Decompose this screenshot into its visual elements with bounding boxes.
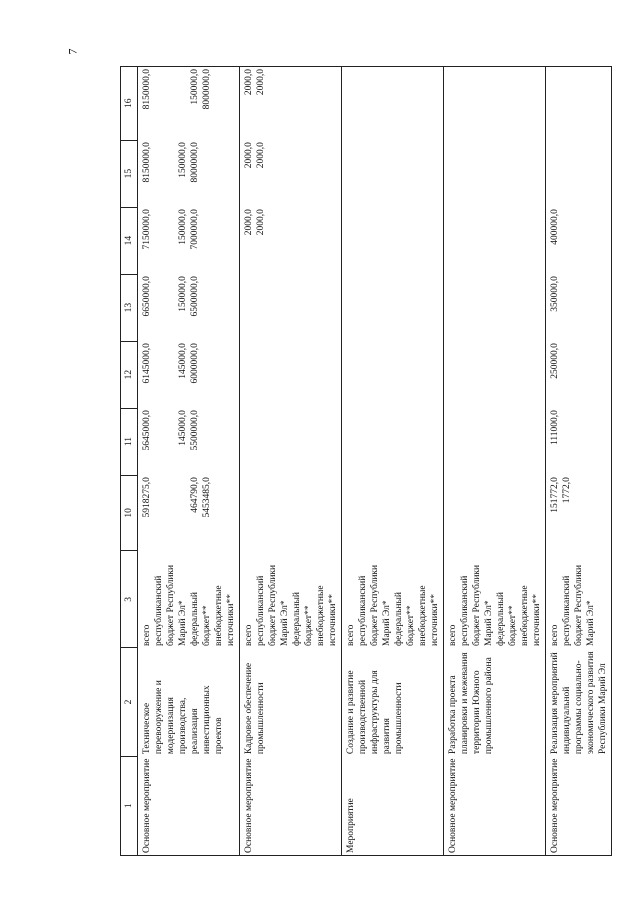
value-line: 2000,0 [244,69,254,96]
year-value-cell [342,67,444,141]
activity-type-cell: Основное мероприятие [444,756,546,855]
year-value-cell [546,274,612,341]
year-value-cell [342,475,444,551]
value-line [243,276,255,339]
rotated-table-container [120,66,612,856]
header-cell: 14 [121,207,138,274]
year-value-cell [342,274,444,341]
funding-sources-cell [138,551,240,648]
value-line [255,410,279,473]
funding-source-label: республиканский бюджет Республики Марий Эл* [358,564,392,646]
activity-type-cell: Основное мероприятие [138,756,240,855]
value-line [153,477,177,549]
header-row [121,67,138,856]
value-line [279,343,291,406]
page-number: 7 [65,48,80,55]
year-value-cell [138,475,240,551]
value-line: 2000,0 [244,142,254,169]
table-row [546,67,612,856]
funding-source-label: республиканский бюджет Республики Марий Эл* [460,564,494,646]
year-value-cell [138,67,240,141]
funding-source-label: федеральный бюджет** [292,592,314,646]
value-line: 2000,0 [256,142,266,169]
value-line [561,142,585,205]
funding-source-label: всего [244,624,254,646]
value-line [255,276,279,339]
table-row [138,67,240,856]
value-line [201,142,213,205]
value-line [291,209,303,272]
activity-name-cell: Кадровое обеспечение промышленности [240,648,342,756]
funding-sources-cell [444,551,546,648]
header-cell: 16 [121,67,138,141]
value-line [561,410,585,473]
value-line: 8150000,0 [142,142,152,183]
value-line: 400000,0 [550,209,560,245]
year-value-cell [546,475,612,551]
value-line: 150000,0 8000000,0 [190,69,212,110]
year-value-cell [342,140,444,207]
value-line [291,142,303,205]
value-line [549,142,561,205]
table-row [342,67,444,856]
activity-name-cell: Реализация мероприятий индивидуальной программы социально-экономического развития Республики Марий Эл [546,648,612,756]
value-line: 6145000,0 [142,343,152,384]
year-value-cell [342,341,444,408]
value-line [153,410,177,473]
table-row [240,67,342,856]
value-line [243,477,255,549]
year-value-cell [138,341,240,408]
value-line: 145000,0 5500000,0 [178,410,200,451]
value-line: 151772,0 [550,477,560,513]
header-cell: 13 [121,274,138,341]
value-line [291,343,303,406]
funding-source-label: республиканский бюджет Республики Марий Эл* [562,564,596,646]
year-value-cell [240,408,342,475]
value-line [291,69,303,138]
year-value-cell [546,67,612,141]
funding-source-label: всего [346,624,356,646]
value-line [153,276,177,339]
year-value-cell [240,475,342,551]
funding-source-label: всего [448,624,458,646]
header-cell: 3 [121,551,138,648]
value-line [153,209,177,272]
year-value-cell [546,140,612,207]
header-cell: 10 [121,475,138,551]
funding-source-label: федеральный бюджет** [496,592,518,646]
value-line [279,142,291,205]
value-line: 150000,0 6500000,0 [178,276,200,317]
year-value-cell [444,67,546,141]
value-line: 464790,0 5453485,0 [190,477,212,518]
year-value-cell [240,341,342,408]
value-line [177,477,189,549]
year-value-cell [240,140,342,207]
year-value-cell [342,408,444,475]
value-line: 145000,0 6000000,0 [178,343,200,384]
value-line [153,142,177,205]
value-line [291,276,303,339]
value-line [201,343,213,406]
value-line [153,343,177,406]
value-line: 150000,0 8000000,0 [178,142,200,183]
year-value-cell [546,341,612,408]
value-line [561,343,585,406]
table-row [444,67,546,856]
funding-source-label: внебюджетные источники** [316,585,338,646]
year-value-cell [342,207,444,274]
value-line [201,410,213,473]
value-line [255,343,279,406]
value-line [279,477,291,549]
year-value-cell [138,140,240,207]
year-value-cell [444,341,546,408]
value-line [279,276,291,339]
value-line: 7150000,0 [142,209,152,250]
value-line [279,410,291,473]
budget-table [120,66,612,856]
year-value-cell [444,207,546,274]
value-line [243,343,255,406]
value-line: 111000,0 [550,410,560,445]
value-line [291,410,303,473]
value-line [153,69,177,138]
funding-source-label: внебюджетные источники** [418,585,440,646]
year-value-cell [240,67,342,141]
value-line: 5918275,0 [142,477,152,518]
value-line [201,209,213,272]
funding-source-label: федеральный бюджет** [190,592,212,646]
year-value-cell [546,207,612,274]
funding-source-label: внебюджетные источники** [520,585,542,646]
header-cell: 2 [121,648,138,756]
value-line: 8150000,0 [142,69,152,110]
activity-name-cell: Разработка проекта планировки и межевания территории Южного промышленного района [444,648,546,756]
value-line [291,477,303,549]
year-value-cell [138,408,240,475]
funding-source-label: республиканский бюджет Республики Марий Эл* [154,564,188,646]
value-line [279,69,291,138]
value-line [255,477,279,549]
funding-source-label: республиканский бюджет Республики Марий Эл* [256,564,290,646]
year-value-cell [138,207,240,274]
value-line [177,69,189,138]
value-line: 5645000,0 [142,410,152,451]
funding-source-label: всего [550,624,560,646]
value-line [561,69,585,138]
value-line: 2000,0 [256,69,266,96]
year-value-cell [444,408,546,475]
value-line [561,276,585,339]
value-line: 1772,0 [562,477,572,504]
value-line: 150000,0 7000000,0 [178,209,200,250]
activity-name-cell: Создание и развитие производственной инфраструктуры для развития промышленности [342,648,444,756]
value-line [243,410,255,473]
year-value-cell [444,140,546,207]
funding-sources-cell [546,551,612,648]
activity-name-cell: Техническое перевооружение и модернизация производства, реализация инвестиционных проектов [138,648,240,756]
activity-type-cell: Основное мероприятие [240,756,342,855]
year-value-cell [240,274,342,341]
value-line: 2000,0 [244,209,254,236]
value-line: 350000,0 [550,276,560,312]
header-cell: 11 [121,408,138,475]
funding-source-label: всего [142,624,152,646]
funding-source-label: внебюджетные источники** [214,585,236,646]
value-line [201,276,213,339]
year-value-cell [546,408,612,475]
funding-sources-cell [342,551,444,648]
funding-sources-cell [240,551,342,648]
funding-source-label: федеральный бюджет** [394,592,416,646]
value-line: 6650000,0 [142,276,152,317]
value-line [279,209,291,272]
year-value-cell [444,475,546,551]
value-line: 2000,0 [256,209,266,236]
value-line: 250000,0 [550,343,560,379]
activity-type-cell: Основное мероприятие [546,756,612,855]
year-value-cell [240,207,342,274]
header-cell: 12 [121,341,138,408]
year-value-cell [138,274,240,341]
table-body [138,67,612,856]
value-line [561,209,585,272]
value-line [549,69,561,138]
header-cell: 15 [121,140,138,207]
year-value-cell [444,274,546,341]
activity-type-cell: Мероприятие [342,756,444,855]
header-cell: 1 [121,756,138,855]
